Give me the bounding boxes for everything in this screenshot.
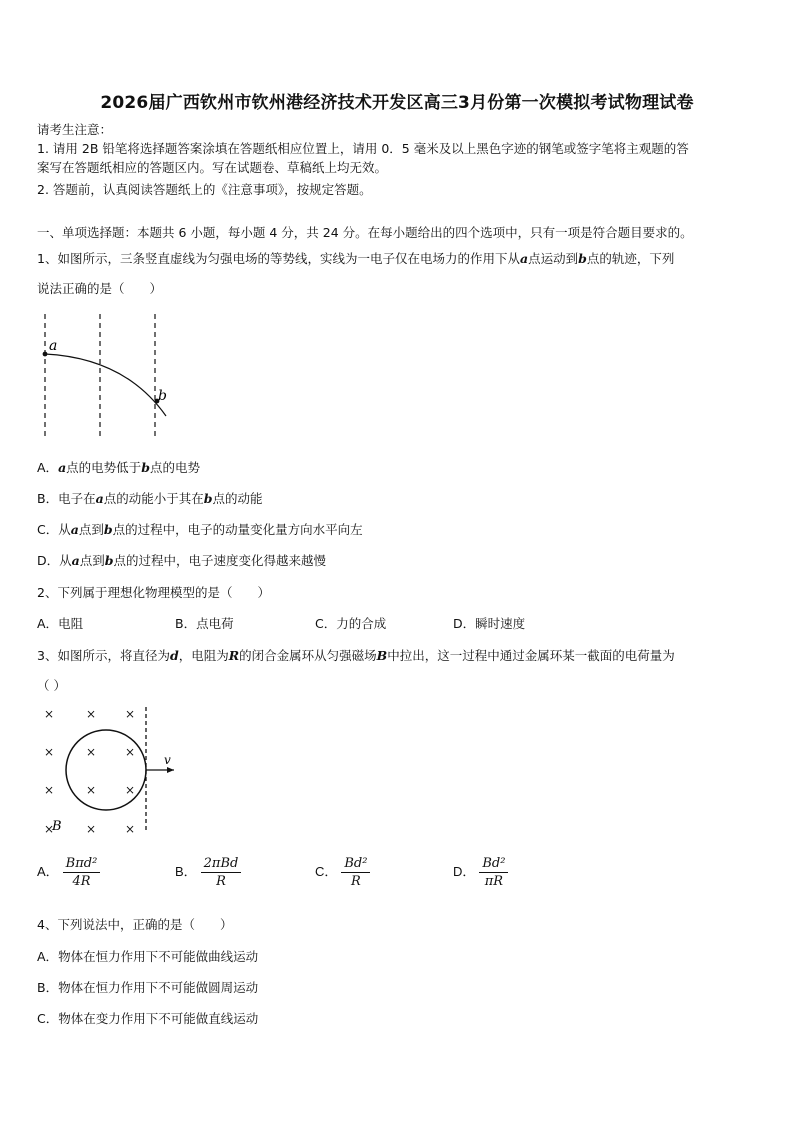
q1-figure-field-lines [30, 310, 180, 442]
field-cross: × [125, 783, 136, 797]
field-cross: × [86, 745, 97, 759]
notice-item-1-line-2: 案写在答题纸相应的答题区内。写在试题卷、草稿纸上均无效。 [37, 160, 388, 175]
section-1-header: 一、单项选择题：本题共 6 小题，每小题 4 分，共 24 分。在每小题给出的四个选项中，只有一项是符合题目要求的。 [37, 225, 693, 240]
metal-ring [66, 730, 146, 810]
point-a-dot [43, 352, 48, 357]
q3-figure-magnetic-field [36, 703, 186, 838]
notice-item-2: 2. 答题前，认真阅读答题纸上的《注意事项》，按规定答题。 [37, 182, 372, 197]
q1-option-a[interactable]: A．a点的电势低于b点的电势 [37, 460, 200, 475]
q4-option-b[interactable]: B．物体在恒力作用下不可能做圆周运动 [37, 980, 259, 995]
q2-option-c[interactable]: C．力的合成 [315, 616, 387, 631]
q3-option-c[interactable]: C． $\frac{\text{Bd²}}{R}$ [315, 856, 370, 889]
q2-stem: 2、下列属于理想化物理模型的是（ ） [37, 585, 270, 600]
field-cross: × [44, 822, 55, 836]
fraction: $\frac{\text{Bπd²}}{4R}$ [63, 856, 101, 889]
q3-option-a[interactable]: A． $\frac{\text{Bπd²}}{4R}$ [37, 856, 100, 889]
field-cross: × [44, 745, 55, 759]
field-cross: × [125, 707, 136, 721]
field-cross: × [86, 783, 97, 797]
q4-option-c[interactable]: C．物体在变力作用下不可能做直线运动 [37, 1011, 259, 1026]
notice-heading: 请考生注意： [37, 122, 113, 137]
q3-option-d[interactable]: D． $\frac{\text{Bd²}}{\pi R}$ [453, 856, 508, 889]
electron-trajectory [45, 354, 166, 416]
q1-stem-line-2: 说法正确的是（ ） [37, 281, 163, 296]
q2-option-b[interactable]: B．点电荷 [175, 616, 234, 631]
exam-title: 2026届广西钦州市钦州港经济技术开发区高三3月份第一次模拟考试物理试卷 [100, 93, 694, 113]
q1-option-d[interactable]: D．从a点到b点的过程中，电子速度变化得越来越慢 [37, 553, 327, 568]
q3-stem-line-1: 3、如图所示，将直径为d，电阻为R的闭合金属环从匀强磁场B中拉出，这一过程中通过金属环某一截面的电荷量为 [37, 648, 675, 663]
velocity-label: v [164, 753, 171, 767]
point-b-label: b [158, 388, 167, 404]
fraction: $\frac{\text{Bd²}}{\pi R}$ [479, 856, 508, 889]
field-cross: × [44, 783, 55, 797]
q2-option-a[interactable]: A．电阻 [37, 616, 84, 631]
fraction: $\frac{\text{2πBd}}{R}$ [201, 856, 242, 889]
q3-option-b[interactable]: B． $\frac{\text{2πBd}}{R}$ [175, 856, 241, 889]
q4-option-a[interactable]: A．物体在恒力作用下不可能做曲线运动 [37, 949, 259, 964]
q1-option-b[interactable]: B．电子在a点的动能小于其在b点的动能 [37, 491, 263, 506]
field-label-b: B [52, 819, 62, 834]
field-cross: × [125, 822, 136, 836]
q2-option-d[interactable]: D．瞬时速度 [453, 616, 526, 631]
notice-item-1-line-1: 1. 请用 2B 铅笔将选择题答案涂填在答题纸相应位置上，请用 0．5 毫米及以上黑色字迹的钢笔或签字笔将主观题的答 [37, 141, 689, 156]
field-cross: × [125, 745, 136, 759]
field-cross: × [86, 707, 97, 721]
q1-option-c[interactable]: C．从a点到b点的过程中，电子的动量变化量方向水平向左 [37, 522, 363, 537]
field-cross: × [44, 707, 55, 721]
q3-stem-line-2: （ ） [37, 678, 66, 693]
q1-stem-line-1: 1、如图所示，三条竖直虚线为匀强电场的等势线，实线为一电子仅在电场力的作用下从a点运动到b点的轨迹，下列 [37, 251, 675, 266]
point-a-label: a [49, 338, 58, 354]
velocity-arrowhead [167, 767, 174, 773]
fraction: $\frac{\text{Bd²}}{R}$ [341, 856, 370, 889]
q4-stem: 4、下列说法中，正确的是（ ） [37, 917, 233, 932]
field-cross: × [86, 822, 97, 836]
